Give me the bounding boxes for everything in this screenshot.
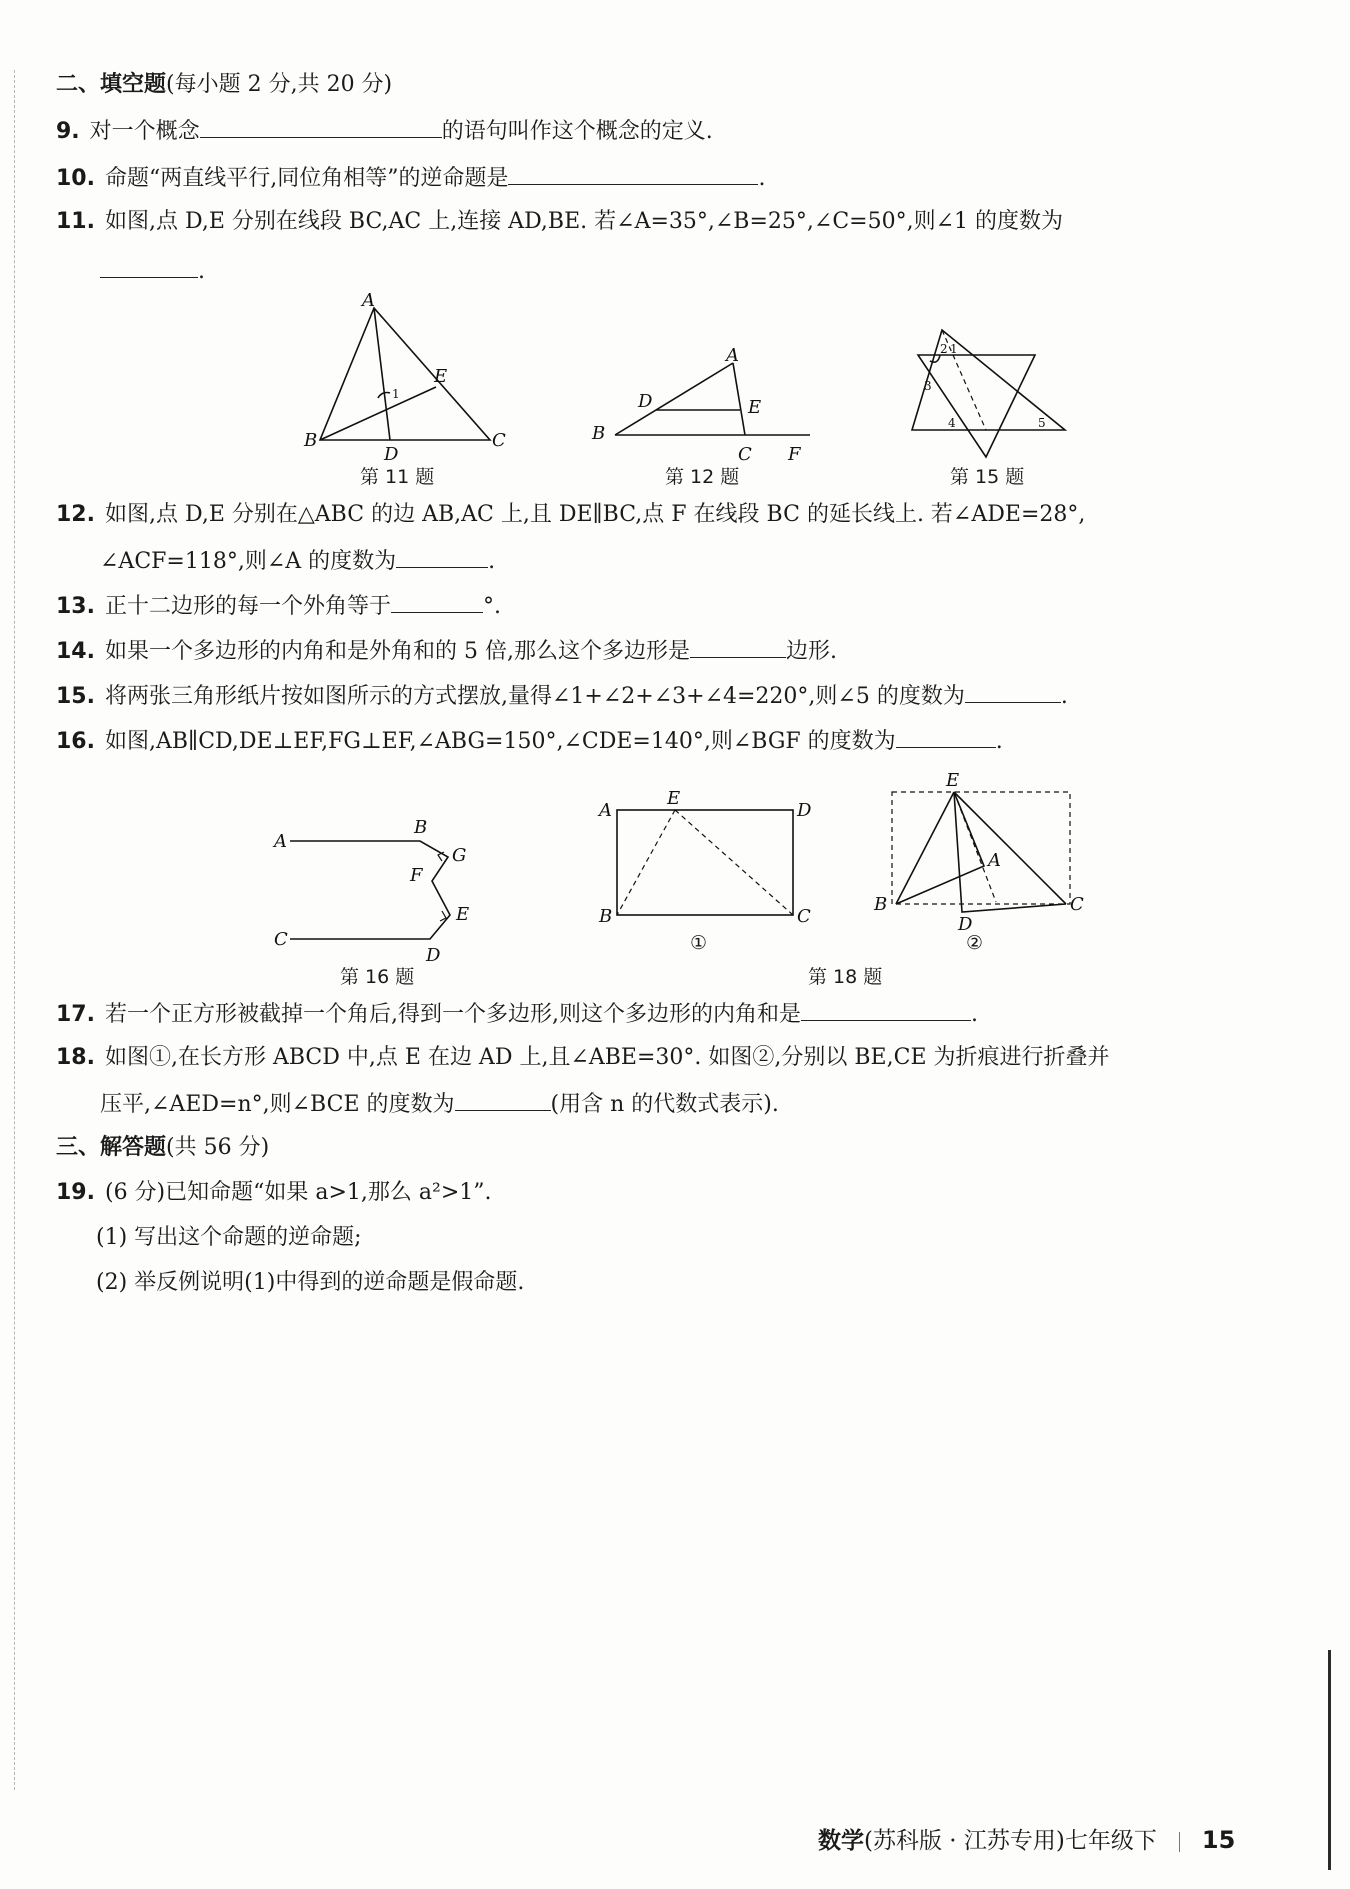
question-text: 将两张三角形纸片按如图所示的方式摆放,量得∠1+∠2+∠3+∠4=220°,则∠5 的度数为 (104, 684, 965, 709)
question-text: 如图,点 D,E 分别在线段 BC,AC 上,连接 AD,BE. 若∠A=35°,∠B=25°,∠C=50°,则∠1 的度数为 (104, 209, 1064, 234)
page-footer (818, 1822, 1235, 1855)
label-b: B (874, 894, 888, 915)
question-text: 压平,∠AED=n°,则∠BCE 的度数为 (100, 1092, 455, 1117)
rectangle-abcd (617, 810, 793, 915)
figure-18-2-caption: ② (966, 932, 984, 954)
dashed-rectangle (892, 792, 1070, 904)
label-d: D (797, 800, 812, 821)
question-text: 对一个概念 (89, 119, 200, 144)
label-g: G (452, 845, 467, 866)
question-number: 9. (56, 119, 80, 144)
label-c: C (274, 929, 288, 950)
label-d: D (958, 914, 973, 935)
question-12-cont (100, 545, 495, 577)
question-text-end: . (970, 1002, 978, 1027)
answer-blank[interactable] (391, 590, 483, 613)
question-text: 若一个正方形被截掉一个角后,得到一个多边形,则这个多边形的内角和是 (104, 1002, 801, 1027)
segment-ab (615, 363, 733, 435)
question-text: (6 分)已知命题“如果 a>1,那么 a²>1”. (104, 1180, 492, 1205)
question-13 (56, 590, 501, 622)
label-a: A (988, 850, 1001, 871)
question-number: 10. (56, 166, 95, 191)
figure-12 (590, 345, 830, 469)
question-text: 命题“两直线平行,同位角相等”的逆命题是 (104, 166, 509, 191)
question-text-end: 边形. (785, 639, 837, 664)
figure-12-caption: 第 12 题 (665, 466, 740, 488)
question-number: 18. (56, 1045, 95, 1070)
segment-cd (954, 792, 1066, 912)
label-b: B (304, 430, 318, 451)
answer-blank[interactable] (396, 545, 488, 568)
label-e: E (434, 366, 448, 387)
answer-blank[interactable] (896, 725, 996, 748)
label-angle-3: 3 (924, 379, 932, 393)
section-3-points: (共 56 分) (166, 1135, 270, 1160)
question-15 (56, 680, 1068, 712)
right-edge-rule (1328, 1650, 1331, 1870)
label-angle-1: 1 (950, 342, 958, 356)
triangle-abc (320, 308, 490, 440)
answer-blank[interactable] (455, 1088, 551, 1111)
label-b: B (414, 817, 428, 838)
label-a: A (362, 290, 375, 311)
right-angle-mark-e (440, 911, 446, 921)
question-12 (56, 500, 1085, 530)
footer-subject: 数学 (818, 1828, 864, 1854)
answer-blank[interactable] (100, 255, 198, 278)
question-text-end: °. (483, 594, 501, 619)
section-2-heading (56, 70, 392, 100)
question-text: 如果一个多边形的内角和是外角和的 5 倍,那么这个多边形是 (104, 639, 690, 664)
figure-18-2 (870, 770, 1090, 934)
answer-blank[interactable] (690, 635, 786, 658)
question-number: 15. (56, 684, 95, 709)
figure-11-caption: 第 11 题 (360, 466, 435, 488)
question-18 (56, 1043, 1110, 1073)
question-text-end: (用含 n 的代数式表示). (550, 1092, 779, 1117)
answer-blank[interactable] (801, 998, 971, 1021)
label-c: C (492, 430, 506, 451)
question-11 (56, 207, 1063, 237)
question-10 (56, 162, 765, 194)
question-text-end: 的语句叫作这个概念的定义. (441, 119, 713, 144)
section-2-points: (每小题 2 分,共 20 分) (166, 72, 393, 97)
figure-11 (290, 290, 510, 465)
question-text-end: . (995, 729, 1003, 754)
figure-18-1 (595, 790, 820, 934)
label-angle-4: 4 (948, 416, 956, 430)
label-e: E (456, 904, 470, 925)
page-number: 15 (1201, 1826, 1236, 1854)
question-text-end: . (1060, 684, 1068, 709)
section-3-title: 三、解答题 (56, 1135, 167, 1160)
label-f: F (788, 444, 801, 465)
label-c: C (738, 444, 752, 465)
question-number: 13. (56, 594, 95, 619)
question-17 (56, 998, 978, 1030)
footer-separator (1179, 1832, 1180, 1852)
question-text: 如图,AB∥CD,DE⊥EF,FG⊥EF,∠ABG=150°,∠CDE=140°,则∠BGF 的度数为 (104, 729, 896, 754)
question-text-end: . (758, 166, 766, 191)
question-number: 16. (56, 729, 95, 754)
label-b: B (599, 906, 613, 927)
answer-blank[interactable] (200, 115, 442, 138)
polyline-abgfedc (290, 841, 450, 939)
question-text-end: . (488, 549, 496, 574)
question-19-part-2: (2) 举反例说明(1)中得到的逆命题是假命题. (96, 1270, 525, 1295)
question-text: 如图①,在长方形 ABCD 中,点 E 在边 AD 上,且∠ABE=30°. 如图②,分别以 BE,CE 为折痕进行折叠并 (104, 1045, 1110, 1070)
figure-18-1-caption: ① (690, 932, 708, 954)
figure-18-caption: 第 18 题 (808, 966, 883, 988)
dashed-segment (942, 330, 986, 430)
figure-16 (270, 815, 490, 969)
footer-edition: (苏科版 · 江苏专用)七年级下 (864, 1828, 1157, 1854)
question-text: 正十二边形的每一个外角等于 (104, 594, 391, 619)
question-16 (56, 725, 1003, 757)
segment-ac (733, 363, 745, 435)
question-19 (56, 1178, 492, 1208)
label-a: A (726, 345, 739, 366)
label-e: E (946, 770, 960, 791)
label-e: E (748, 397, 762, 418)
label-angle-5: 5 (1038, 416, 1046, 430)
question-9 (56, 115, 713, 147)
question-number: 11. (56, 209, 95, 234)
question-number: 19. (56, 1180, 95, 1205)
figure-15-caption: 第 15 题 (950, 466, 1025, 488)
margin-rule (14, 70, 15, 1790)
question-number: 14. (56, 639, 95, 664)
label-angle-2: 2 (940, 342, 948, 356)
question-18-cont (100, 1088, 779, 1120)
label-angle-1: 1 (392, 387, 400, 401)
label-c: C (797, 906, 811, 927)
dashed-ce (675, 810, 793, 915)
dashed-be (617, 810, 675, 915)
question-number: 17. (56, 1002, 95, 1027)
label-c: C (1070, 894, 1084, 915)
segment-be (320, 387, 436, 440)
label-f: F (410, 865, 423, 886)
question-number: 12. (56, 502, 95, 527)
section-3-heading (56, 1133, 269, 1163)
label-d: D (384, 444, 399, 465)
question-14 (56, 635, 837, 667)
figure-16-caption: 第 16 题 (340, 966, 415, 988)
figure-15 (900, 325, 1070, 464)
segment-ec (954, 792, 1066, 904)
label-e: E (667, 788, 681, 809)
label-b: B (592, 423, 606, 444)
label-d: D (426, 945, 441, 966)
answer-blank[interactable] (508, 162, 758, 185)
label-a: A (274, 831, 287, 852)
section-2-title: 二、填空题 (56, 72, 167, 97)
label-a: A (599, 800, 612, 821)
segment-eb (896, 792, 954, 904)
triangle-2 (918, 355, 1035, 457)
question-text-end: . (198, 259, 205, 284)
question-text: ∠ACF=118°,则∠A 的度数为 (100, 549, 397, 574)
label-d: D (638, 391, 653, 412)
answer-blank[interactable] (965, 680, 1061, 703)
segment-ad (374, 308, 390, 440)
question-19-part-1: (1) 写出这个命题的逆命题; (96, 1225, 362, 1250)
question-text: 如图,点 D,E 分别在△ABC 的边 AB,AC 上,且 DE∥BC,点 F 在线段 BC 的延长线上. 若∠ADE=28°, (104, 502, 1086, 527)
question-11-answer (100, 255, 205, 287)
